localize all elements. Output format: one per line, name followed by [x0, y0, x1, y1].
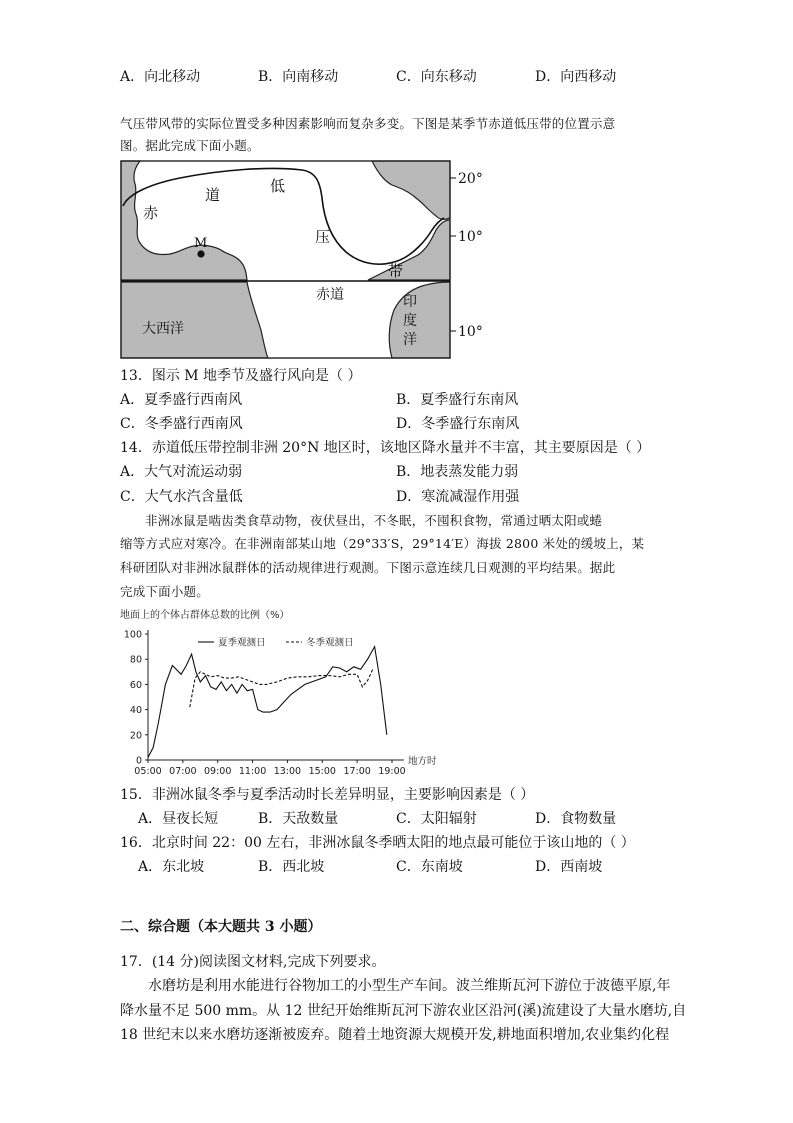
- q14-option-c[interactable]: C．大气水汽含量低: [120, 489, 243, 505]
- series-line-summer: [148, 647, 387, 758]
- lat-label-20n: 20°: [458, 171, 483, 187]
- belt-char: 低: [270, 177, 286, 195]
- x-tick-label: 19:00: [378, 766, 406, 777]
- legend-label: 夏季观测日: [218, 637, 266, 649]
- option-d[interactable]: D．向西移动: [535, 69, 617, 85]
- q14-option-d[interactable]: D．寒流减湿作用强: [396, 489, 520, 505]
- x-tick-label: 09:00: [204, 766, 232, 777]
- q15-option-c[interactable]: C．太阳辐射: [396, 811, 477, 827]
- q16-option-d[interactable]: D．西南坡: [535, 859, 603, 875]
- arabia-land: [372, 161, 450, 219]
- x-tick-label: 07:00: [169, 766, 197, 777]
- intro2-text: 科研团队对非洲冰鼠群体的活动规律进行观测。下图示意连续几日观测的平均结果。据此: [120, 560, 616, 575]
- q16-option-c[interactable]: C．东南坡: [396, 859, 463, 875]
- q13-option-a[interactable]: A．夏季盛行西南风: [120, 392, 243, 408]
- y-tick-label: 0: [135, 755, 142, 767]
- africa-land: [121, 161, 247, 280]
- q14-option-a[interactable]: A．大气对流运动弱: [120, 464, 243, 480]
- question-13-stem: 13．图示 M 地季节及盛行风向是（ ）: [120, 368, 362, 384]
- lat-label-10s: 10°: [458, 324, 483, 340]
- y-tick-label: 20: [129, 730, 142, 742]
- indian-ocean-label: 印: [403, 294, 417, 310]
- chart-title: 地面上的个体占群体总数的比例（%）: [120, 610, 290, 621]
- atlantic-label: 大西洋: [142, 321, 184, 337]
- q14-option-b[interactable]: B．地表蒸发能力弱: [396, 464, 519, 480]
- option-a[interactable]: A．向北移动: [120, 69, 201, 85]
- question-15-stem: 15．非洲冰鼠冬季与夏季活动时长差异明显，主要影响因素是（ ）: [120, 787, 535, 803]
- y-tick-label: 80: [129, 654, 142, 666]
- y-tick-label: 100: [123, 629, 142, 641]
- belt-char: 道: [205, 186, 221, 204]
- q15-option-a[interactable]: A．昼夜长短: [138, 811, 219, 827]
- intro2-text: 完成下面小题。: [120, 584, 209, 599]
- q15-option-b[interactable]: B．天敌数量: [258, 811, 339, 827]
- intro2-text: 非洲冰鼠是啮齿类食草动物，夜伏昼出，不冬眠，不囤积食物，常通过晒太阳或蜷: [145, 513, 603, 528]
- q15-option-d[interactable]: D．食物数量: [535, 811, 617, 827]
- south-atlantic-sea: [121, 282, 268, 358]
- intro-text: 气压带风带的实际位置受多种因素影响而复杂多变。下图是某季节赤道低压带的位置示意: [120, 116, 616, 131]
- intro-text: 图。据此完成下面小题。: [120, 138, 260, 153]
- section-heading: 二、综合题（本大题共 3 小题）: [120, 919, 322, 935]
- intro2-text: 缩等方式应对寒冷。在非洲南部某山地（29°33′S，29°14′E）海拔 2800 米处的缓坡上，某: [120, 536, 645, 551]
- x-tick-label: 13:00: [273, 766, 302, 777]
- belt-char: 带: [388, 262, 404, 280]
- q16-option-a[interactable]: A．东北坡: [138, 859, 205, 875]
- y-tick-label: 40: [129, 705, 142, 717]
- q17-text-line: 降水量不足 500 mm。从 12 世纪开始维斯瓦河下游农业区沿河(溪)流建设了大量水磨坊,自: [120, 1003, 687, 1019]
- q17-text-line: 水磨坊是利用水能进行谷物加工的小型生产车间。波兰维斯瓦河下游位于波德平原,年: [148, 978, 671, 994]
- indian-ocean-label: 洋: [403, 332, 417, 348]
- y-tick-label: 60: [129, 679, 142, 691]
- q16-option-b[interactable]: B．西北坡: [258, 859, 325, 875]
- q13-option-c[interactable]: C．冬季盛行西南风: [120, 416, 243, 432]
- x-axis-label: 地方时: [408, 756, 437, 767]
- point-m-label: M: [194, 236, 208, 251]
- option-b[interactable]: B．向南移动: [258, 69, 339, 85]
- indian-ocean-label: 度: [403, 313, 417, 329]
- x-tick-label: 11:00: [238, 766, 267, 777]
- pressure-belt-map: [110, 158, 490, 363]
- q13-option-d[interactable]: D．冬季盛行东南风: [396, 416, 520, 432]
- activity-chart: [110, 604, 437, 784]
- point-m: [197, 250, 204, 257]
- question-17-stem: 17．(14 分)阅读图文材料,完成下列要求。: [120, 954, 386, 970]
- x-tick-label: 05:00: [134, 766, 162, 777]
- belt-char: 压: [315, 228, 331, 246]
- equator-label: 赤道: [316, 287, 344, 303]
- x-tick-label: 15:00: [308, 766, 336, 777]
- option-c[interactable]: C．向东移动: [396, 69, 477, 85]
- q17-text-line: 18 世纪末以来水磨坊逐渐被废弃。随着土地资源大规模开发,耕地面积增加,农业集约化程: [120, 1027, 670, 1043]
- q13-option-b[interactable]: B．夏季盛行东南风: [396, 392, 519, 408]
- legend-label: 冬季观测日: [306, 637, 354, 649]
- question-14-stem: 14．赤道低压带控制非洲 20°N 地区时，该地区降水量并不丰富，其主要原因是（ ）: [120, 440, 651, 456]
- question-16-stem: 16．北京时间 22：00 左右，非洲冰鼠冬季晒太阳的地点最可能位于该山地的（ ）: [120, 835, 635, 851]
- x-tick-label: 17:00: [343, 766, 371, 777]
- lat-label-10n: 10°: [458, 229, 483, 245]
- belt-char: 赤: [143, 204, 159, 222]
- horn-land: [368, 220, 450, 280]
